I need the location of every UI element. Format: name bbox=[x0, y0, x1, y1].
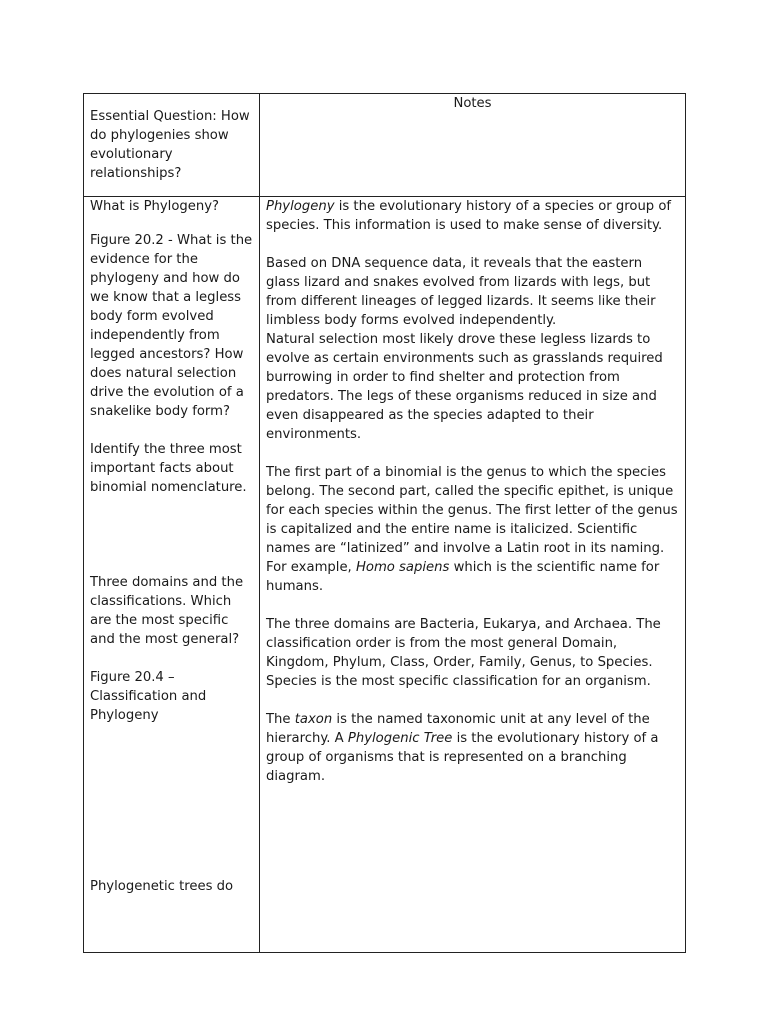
question-what-is-phylogeny: What is Phylogeny? bbox=[90, 199, 220, 215]
term-homo-sapiens: Homo sapiens bbox=[355, 560, 450, 576]
question-figure-20-2: Figure 20.2 - What is the evidence for the phylogeny and how do we know that a legless body form evolved independently from legged ancestors? How does natural selection drive the evolution of a snakelike body form? bbox=[90, 233, 253, 420]
note-natural-selection: Natural selection most likely drove these legless lizards to evolve as certain environments such as grasslands required burrowing in order to find shelter and protection from predators. The legs of these organisms reduced in size and even disappeared as the species adapted to their environments. bbox=[266, 332, 663, 443]
note-binomial-nomenclature: The first part of a binomial is the genus to which the species belong. The second part, called the specific epithet, is unique for each species within the genus. The first letter of the genus is capitalized and the entire name is italicized. Scientific names are “latinized” and involve a Latin root in its naming. For example, Homo sapiens which is the scientific name for humans. bbox=[266, 465, 678, 595]
essential-question-cell bbox=[84, 94, 260, 197]
term-phylogenic-tree: Phylogenic Tree bbox=[347, 731, 453, 747]
questions-column bbox=[84, 197, 260, 953]
notes-column bbox=[260, 197, 686, 953]
question-figure-20-4: Figure 20.4 – Classification and Phylogeny bbox=[90, 670, 207, 724]
header-row bbox=[84, 94, 686, 197]
term-taxon: taxon bbox=[294, 712, 333, 728]
note-three-domains: The three domains are Bacteria, Eukarya, and Archaea. The classification order is from the most general Domain, Kingdom, Phylum, Class, Order, Family, Genus, to Species. Species is the most specific classification for an organism. bbox=[266, 617, 661, 690]
note-phylogeny-definition: Phylogeny is the evolutionary history of a species or group of species. This information is used to make sense of diversity. bbox=[266, 199, 672, 234]
note-taxon-phylogenic-tree: The taxon is the named taxonomic unit at any level of the hierarchy. A Phylogenic Tree is the evolutionary history of a group of organisms that is represented on a branching diagram. bbox=[266, 712, 659, 785]
question-phylogenetic-trees: Phylogenetic trees do bbox=[90, 879, 234, 895]
question-three-domains: Three domains and the classifications. Which are the most specific and the most general? bbox=[90, 575, 244, 648]
note-dna-evidence: Based on DNA sequence data, it reveals that the eastern glass lizard and snakes evolved from lizards with legs, but from different lineages of legged lizards. It seems like their limbless body forms evolved independently. bbox=[266, 256, 656, 329]
question-binomial-nomenclature: Identify the three most important facts about binomial nomenclature. bbox=[90, 442, 247, 496]
cornell-notes-table bbox=[83, 93, 686, 953]
notes-label: Notes bbox=[453, 96, 492, 111]
essential-question: Essential Question: How do phylogenies show evolutionary relationships? bbox=[90, 109, 250, 182]
term-phylogeny: Phylogeny bbox=[266, 199, 335, 215]
content-row bbox=[84, 197, 686, 953]
notes-header-cell bbox=[260, 94, 686, 197]
